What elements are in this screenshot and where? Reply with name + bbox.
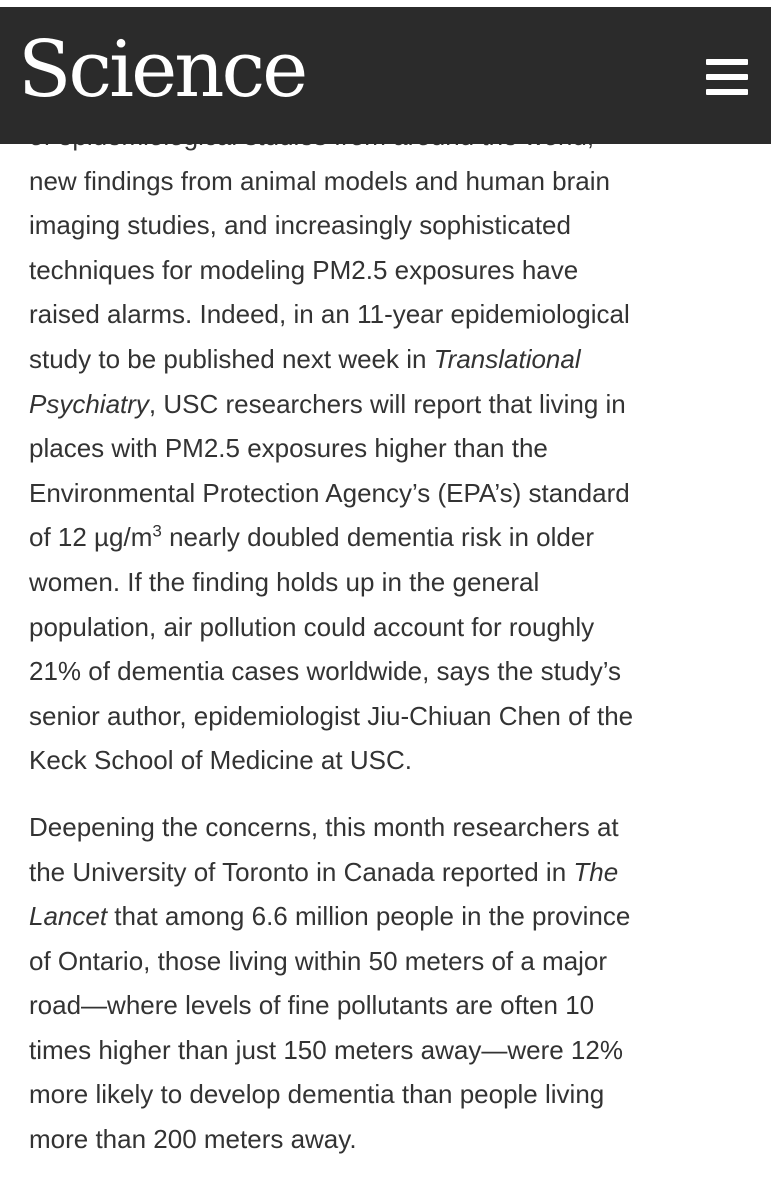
journal-name-italic: Translational bbox=[433, 343, 581, 374]
text-line: 21% of dementia cases worldwide, says the study’s bbox=[29, 656, 622, 687]
text-line: Deepening the concerns, this month researchers at bbox=[29, 811, 619, 842]
text-line: population, air pollution could account for roughly bbox=[29, 611, 595, 642]
journal-name-italic: Psychiatry bbox=[29, 388, 149, 419]
text-line: raised alarms. Indeed, in an 11-year epidemiological bbox=[29, 299, 630, 330]
text-line: senior author, epidemiologist Jiu-Chiuan Chen of the bbox=[29, 700, 634, 731]
text-segment: the University of Toronto in Canada reported in bbox=[29, 856, 574, 887]
menu-bar-top bbox=[706, 59, 748, 65]
text-line bbox=[29, 515, 749, 560]
text-line: imaging studies, and increasingly sophisticated bbox=[29, 210, 571, 241]
text-line: times higher than just 150 meters away—were 12% bbox=[29, 1034, 623, 1065]
text-segment: study to be published next week in bbox=[29, 343, 434, 374]
text-line: Environmental Protection Agency’s (EPA’s) standard bbox=[29, 477, 630, 508]
article-body bbox=[29, 114, 749, 1184]
text-line: more likely to develop dementia than people living bbox=[29, 1079, 605, 1110]
text-line bbox=[29, 894, 749, 939]
text-line: techniques for modeling PM2.5 exposures have bbox=[29, 254, 579, 285]
text-segment: that among 6.6 million people in the province bbox=[107, 901, 631, 932]
text-line: Keck School of Medicine at USC. bbox=[29, 745, 412, 776]
menu-bar-bottom bbox=[706, 89, 748, 95]
text-line bbox=[29, 850, 749, 895]
science-logo[interactable]: Science bbox=[18, 25, 306, 115]
text-line: places with PM2.5 exposures higher than the bbox=[29, 433, 548, 464]
text-line: new findings from animal models and human brain bbox=[29, 165, 610, 196]
article-paragraph bbox=[29, 805, 749, 1162]
text-segment: of 12 µg/m bbox=[29, 522, 153, 553]
site-header bbox=[0, 7, 771, 144]
text-segment: , USC researchers will report that living in bbox=[148, 388, 626, 419]
text-line: of Ontario, those living within 50 meters of a major bbox=[29, 945, 608, 976]
journal-name-italic: Lancet bbox=[29, 901, 108, 932]
status-strip bbox=[0, 0, 771, 7]
menu-bar-middle bbox=[706, 74, 748, 80]
text-segment: nearly doubled dementia risk in older bbox=[161, 522, 594, 553]
journal-name-italic: The bbox=[573, 856, 619, 887]
text-line: women. If the finding holds up in the general bbox=[29, 566, 540, 597]
text-line bbox=[29, 382, 749, 427]
text-line bbox=[29, 337, 749, 382]
article-paragraph bbox=[29, 114, 749, 783]
hamburger-menu-icon[interactable] bbox=[706, 59, 748, 95]
text-line: more than 200 meters away. bbox=[29, 1124, 357, 1155]
text-line: road—where levels of fine pollutants are often 10 bbox=[29, 990, 595, 1021]
superscript: 3 bbox=[152, 521, 162, 541]
